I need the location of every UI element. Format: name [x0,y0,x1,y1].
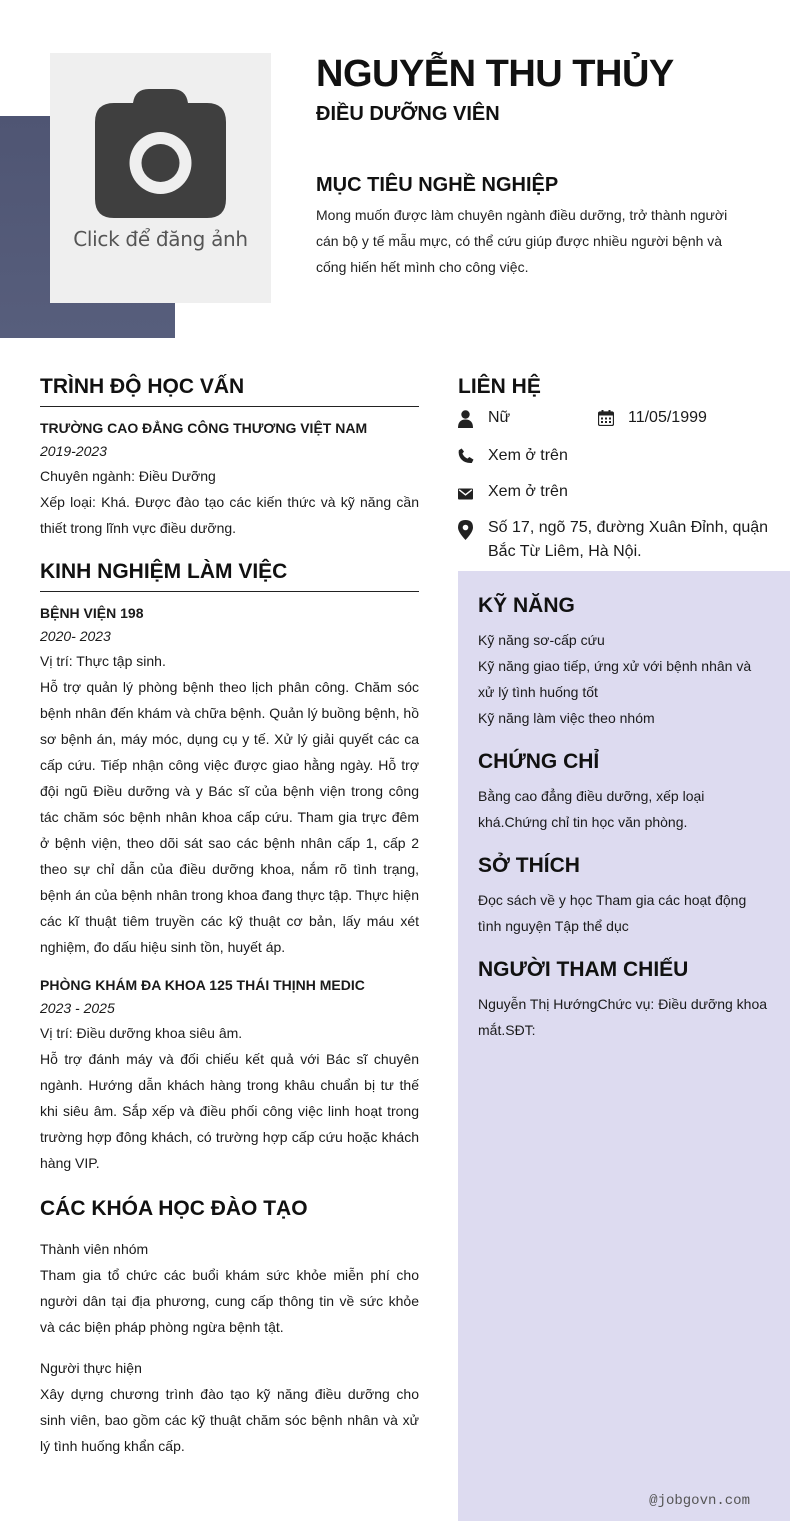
email-value: Xem ở trên [488,483,568,500]
hobbies-heading: SỞ THÍCH [478,854,580,877]
photo-upload[interactable] [50,53,271,303]
certificates-heading: CHỨNG CHỈ [478,750,600,773]
hobbies-text: Đọc sách về y học Tham gia các hoạt động tình nguyện Tập thể dục [478,892,747,934]
gender-value: Nữ [488,409,511,426]
certificates-text: Bằng cao đẳng điều dưỡng, xếp loại khá.Chứng chỉ tin học văn phòng. [478,788,705,830]
course-description: Xây dựng chương trình đào tạo kỹ năng điều dưỡng cho sinh viên, bao gồm các kỹ thuật chăm sóc bệnh nhân và xử lý tình huống khẩn cấp. [40,1386,419,1454]
person-icon [458,406,488,436]
dob-value: 11/05/1999 [628,409,707,426]
courses-heading: CÁC KHÓA HỌC ĐÀO TẠO [40,1197,308,1220]
education-detail: Xếp loại: Khá. Được đào tạo các kiến thức và kỹ năng cần thiết trong lĩnh vực điều dưỡng. [40,494,419,536]
contact-section [458,372,778,572]
contact-heading: LIÊN HỆ [458,375,541,398]
job-title: ĐIỀU DƯỠNG VIÊN [316,103,500,125]
hobbies-section [478,851,770,939]
location-pin-icon [458,516,488,548]
candidate-name: NGUYỄN THU THỦY [316,53,674,95]
camera-icon [95,89,226,219]
job-org: PHÒNG KHÁM ĐA KHOA 125 THÁI THỊNH MEDIC [40,977,365,993]
objective-heading: MỤC TIÊU NGHỀ NGHIỆP [316,174,559,196]
job-description: Hỗ trợ quản lý phòng bệnh theo lịch phân công. Chăm sóc bệnh nhân đến khám và chữa bệnh. Quản lý buồng bệnh, hồ sơ bệnh án, máy móc, dụng cụ y tế. Xử lý giải quyết các ca cấp cứu. Tiếp nhận công việc được giao hằng ngày. Hỗ trợ đội ngũ Điều dưỡng và y Bác sĩ của bệnh viện trong công tác chăm sóc bệnh nhân khoa cấp cứu. Tham gia trực đêm ở bệnh viện, theo dõi sát sao các bệnh nhân cấp 1, cấp 2 theo sự chỉ dẫn của điều dưỡng khoa, nắm rõ tình trạng, bệnh án của bệnh nhân trong khoa đang thực tập. Thực hiện các kĩ thuật tiêm truyền các kỹ thuật cơ bản, lấy máu xét nghiệm, đo dấu hiệu sinh tồn, huyết áp. [40,679,419,955]
job-period: 2023 - 2025 [40,1000,115,1016]
course-description: Tham gia tổ chức các buổi khám sức khỏe miễn phí cho người dân tại địa phương, cung cấp thông tin về sức khỏe và các biện pháp phòng ngừa bệnh tật. [40,1267,419,1335]
skills-section [478,591,770,731]
phone-value: Xem ở trên [488,447,568,464]
references-text: Nguyễn Thị HướngChức vụ: Điều dưỡng khoa mắt.SĐT: [478,996,768,1038]
course-role: Người thực hiện [40,1360,142,1376]
section-divider [40,591,419,592]
objective-text: Mong muốn được làm chuyên ngành điều dưỡng, trở thành người cán bộ y tế mẫu mực, có thể cứu giúp được nhiều người bệnh và cống hiến hết mình cho công việc. [316,207,728,275]
job-role: Vị trí: Thực tập sinh. [40,653,166,669]
skill-item: Kỹ năng sơ-cấp cứu [478,632,605,648]
contact-row-phone [458,444,778,472]
right-panel [458,571,790,1521]
education-heading: TRÌNH ĐỘ HỌC VẤN [40,375,245,398]
section-divider [40,406,419,407]
school-name: TRƯỜNG CAO ĐẲNG CÔNG THƯƠNG VIỆT NAM [40,420,368,436]
contact-row-email [458,480,778,508]
contact-row-gender-dob [458,406,778,436]
left-column [40,372,419,1459]
photo-upload-label: Click để đăng ảnh [73,227,248,251]
skill-item: Kỹ năng làm việc theo nhóm [478,710,655,726]
job-org: BỆNH VIỆN 198 [40,605,144,621]
course-role: Thành viên nhóm [40,1241,149,1257]
education-period: 2019-2023 [40,443,107,459]
references-heading: NGƯỜI THAM CHIẾU [478,958,689,981]
mail-icon [458,480,488,508]
job-period: 2020- 2023 [40,628,111,644]
phone-icon [458,444,488,472]
skills-heading: KỸ NĂNG [478,594,575,617]
experience-heading: KINH NGHIỆM LÀM VIỆC [40,560,288,583]
calendar-icon [598,406,628,434]
references-section [478,955,770,1043]
job-description: Hỗ trợ đánh máy và đối chiếu kết quả với Bác sĩ chuyên ngành. Hướng dẫn khách hàng trong khâu chuẩn bị tư thế khi siêu âm. Sắp xếp và điều phối công việc linh hoạt trong trường hợp đông khách, có trường hợp cấp cứu hoặc khách hàng VIP. [40,1051,419,1171]
education-major: Chuyên ngành: Điều Dưỡng [40,468,216,484]
contact-row-address [458,516,778,564]
certificates-section [478,747,770,835]
address-value: Số 17, ngõ 75, đường Xuân Đỉnh, quận Bắc Từ Liêm, Hà Nội. [488,519,769,560]
job-role: Vị trí: Điều dưỡng khoa siêu âm. [40,1025,243,1041]
skill-item: Kỹ năng giao tiếp, ứng xử với bệnh nhân và xử lý tình huống tốt [478,658,752,700]
watermark: @jobgovn.com [649,1493,750,1509]
